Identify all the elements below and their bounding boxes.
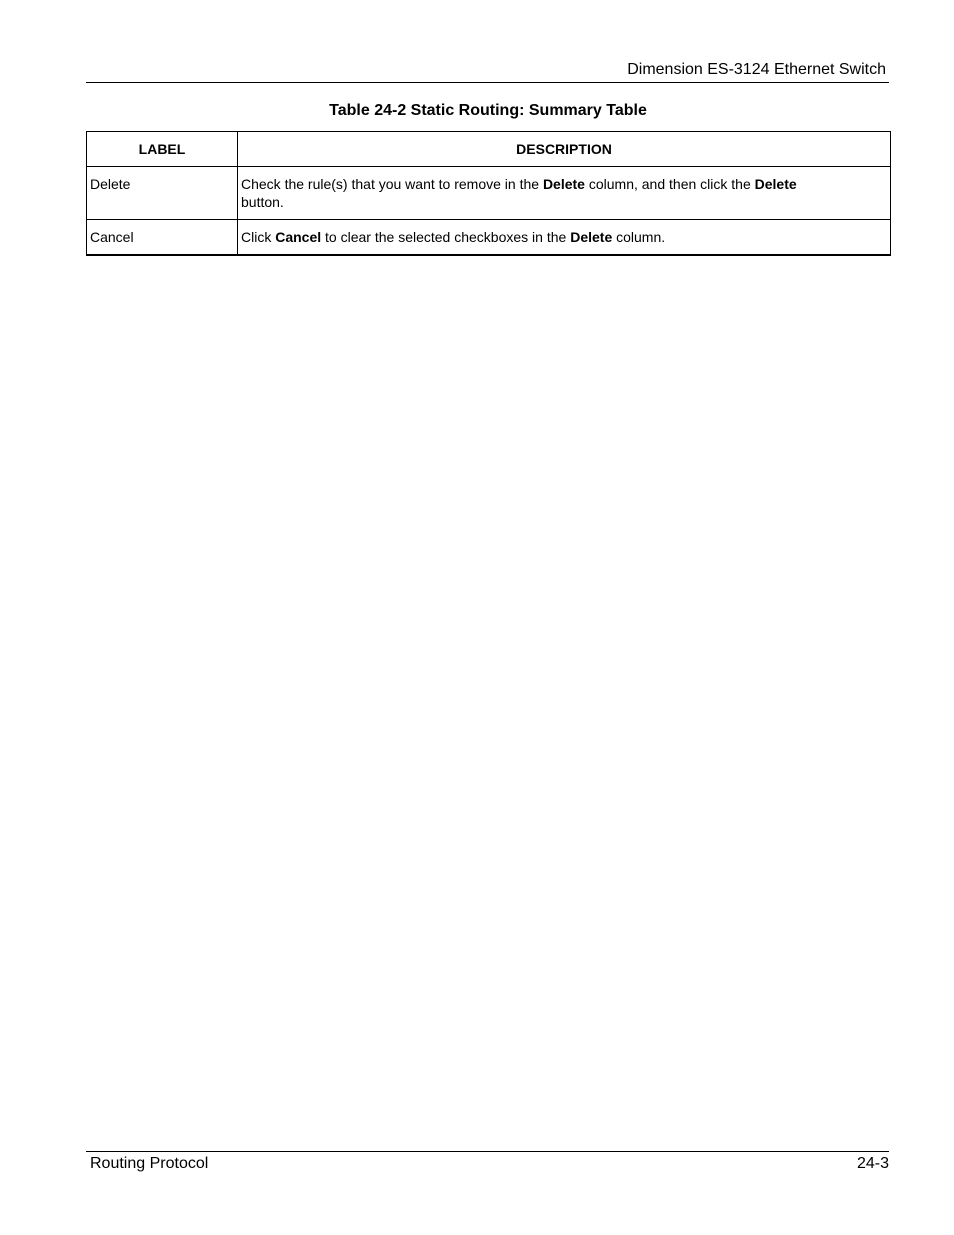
description-text: to clear the selected checkboxes in the	[321, 229, 571, 245]
row-label: Delete	[87, 167, 238, 220]
description-bold-term: Delete	[754, 176, 797, 192]
description-bold-term: Delete	[570, 229, 613, 245]
description-text: column.	[612, 229, 666, 245]
table-row	[87, 220, 891, 256]
description-bold-term: Delete	[542, 176, 585, 192]
description-text-wrap: button.	[241, 194, 284, 210]
table-caption: Table 24-2 Static Routing: Summary Table	[329, 102, 647, 119]
description-text: column, and then click the	[584, 176, 755, 192]
description-text: Check the rule(s) that you want to remove in the	[241, 176, 543, 192]
row-description	[238, 167, 891, 220]
column-header-description: DESCRIPTION	[238, 132, 891, 167]
description-bold-term: Cancel	[275, 229, 322, 245]
column-header-label: LABEL	[87, 132, 238, 167]
page-header-title: Dimension ES-3124 Ethernet Switch	[627, 61, 886, 78]
table-header-row	[87, 132, 891, 167]
footer-page-number: 24-3	[856, 1155, 889, 1172]
description-text: Click	[241, 229, 276, 245]
header-divider	[86, 82, 889, 83]
table-row	[87, 167, 891, 220]
row-description	[238, 220, 891, 256]
footer-section-name: Routing Protocol	[90, 1155, 209, 1172]
row-label: Cancel	[87, 220, 238, 256]
footer-divider	[86, 1151, 889, 1152]
summary-table	[86, 131, 891, 256]
